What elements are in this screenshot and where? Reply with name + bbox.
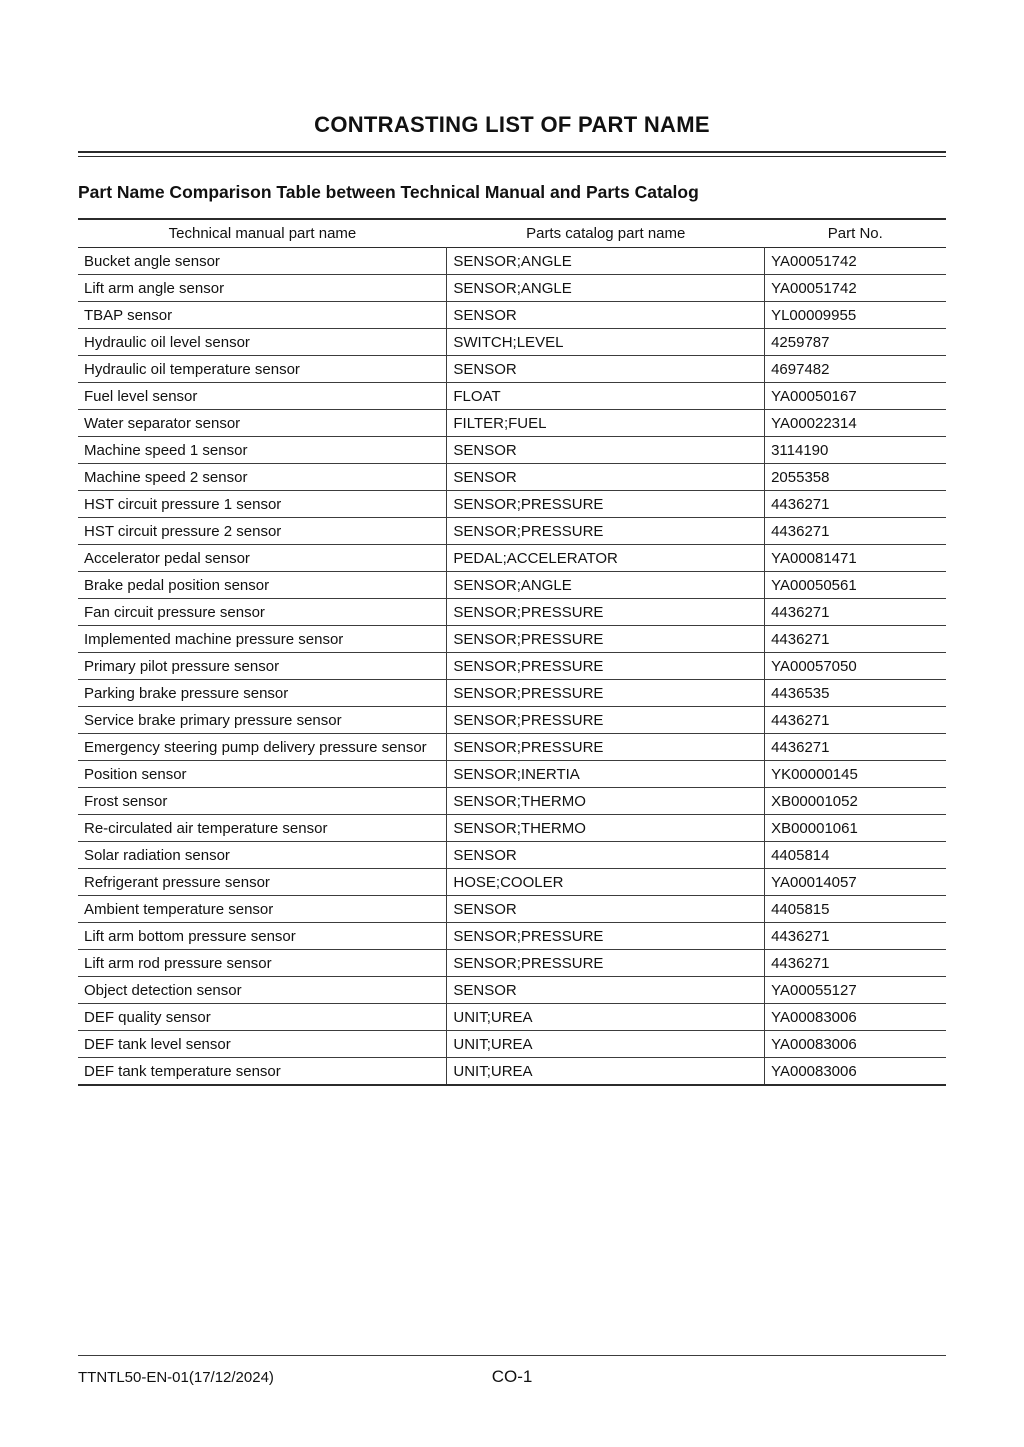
table-header xyxy=(78,219,946,248)
cell-parts-catalog-part-name: UNIT;UREA xyxy=(447,1031,765,1058)
cell-technical-manual-part-name: Refrigerant pressure sensor xyxy=(84,873,270,891)
cell-technical-manual-part-name: Machine speed 2 sensor xyxy=(84,468,248,486)
table-row xyxy=(78,1031,946,1058)
table-row xyxy=(78,680,946,707)
cell-part-no: 4436271 xyxy=(765,707,946,734)
cell-part-no: YA00083006 xyxy=(765,1031,946,1058)
cell-parts-catalog-part-name: SENSOR;PRESSURE xyxy=(447,680,765,707)
cell-parts-catalog-part-name: SENSOR;PRESSURE xyxy=(447,626,765,653)
cell-technical-manual-part-name: Lift arm rod pressure sensor xyxy=(84,954,272,972)
cell-part-no: 2055358 xyxy=(765,464,946,491)
cell-part-no: 4436271 xyxy=(765,491,946,518)
cell-technical-manual-part-name: Service brake primary pressure sensor xyxy=(84,711,342,729)
cell-technical-manual-part-name: Lift arm bottom pressure sensor xyxy=(84,927,296,945)
cell-part-no: XB00001061 xyxy=(765,815,946,842)
table-row xyxy=(78,356,946,383)
table-row xyxy=(78,275,946,302)
cell-part-no: YA00057050 xyxy=(765,653,946,680)
cell-technical-manual-part-name: DEF tank temperature sensor xyxy=(84,1062,281,1080)
cell-technical-manual-part-name: HST circuit pressure 2 sensor xyxy=(84,522,282,540)
cell-parts-catalog-part-name: SENSOR;PRESSURE xyxy=(447,491,765,518)
cell-technical-manual-part-name: Hydraulic oil temperature sensor xyxy=(84,360,300,378)
cell-technical-manual-part-name: Frost sensor xyxy=(84,792,168,810)
cell-parts-catalog-part-name: SENSOR;INERTIA xyxy=(447,761,765,788)
cell-parts-catalog-part-name: SENSOR;THERMO xyxy=(447,815,765,842)
table-row xyxy=(78,950,946,977)
table-row xyxy=(78,383,946,410)
page-content xyxy=(78,0,946,1086)
table-row xyxy=(78,545,946,572)
table-row xyxy=(78,1004,946,1031)
cell-technical-manual-part-name: Parking brake pressure sensor xyxy=(84,684,289,702)
cell-parts-catalog-part-name: PEDAL;ACCELERATOR xyxy=(447,545,765,572)
table-header-row xyxy=(78,219,946,248)
table-row xyxy=(78,248,946,275)
cell-parts-catalog-part-name: SWITCH;LEVEL xyxy=(447,329,765,356)
cell-part-no: 4697482 xyxy=(765,356,946,383)
cell-technical-manual-part-name: Lift arm angle sensor xyxy=(84,279,225,297)
cell-part-no: 4405815 xyxy=(765,896,946,923)
cell-part-no: 4436535 xyxy=(765,680,946,707)
table-row xyxy=(78,572,946,599)
cell-technical-manual-part-name: HST circuit pressure 1 sensor xyxy=(84,495,282,513)
cell-technical-manual-part-name: Implemented machine pressure sensor xyxy=(84,630,344,648)
cell-part-no: YA00050561 xyxy=(765,572,946,599)
cell-parts-catalog-part-name: SENSOR;PRESSURE xyxy=(447,950,765,977)
table-row xyxy=(78,1058,946,1086)
table-row xyxy=(78,788,946,815)
cell-technical-manual-part-name: DEF quality sensor xyxy=(84,1008,211,1026)
column-header-parts-catalog-part-name: Parts catalog part name xyxy=(526,225,686,242)
cell-technical-manual-part-name: Solar radiation sensor xyxy=(84,846,230,864)
cell-parts-catalog-part-name: SENSOR;PRESSURE xyxy=(447,599,765,626)
table-row xyxy=(78,491,946,518)
cell-technical-manual-part-name: Machine speed 1 sensor xyxy=(84,441,248,459)
cell-parts-catalog-part-name: SENSOR;PRESSURE xyxy=(447,734,765,761)
table-row xyxy=(78,302,946,329)
cell-parts-catalog-part-name: SENSOR;PRESSURE xyxy=(447,707,765,734)
cell-part-no: 4436271 xyxy=(765,599,946,626)
cell-part-no: YA00081471 xyxy=(765,545,946,572)
cell-technical-manual-part-name: TBAP sensor xyxy=(84,306,173,324)
table-row xyxy=(78,518,946,545)
cell-part-no: XB00001052 xyxy=(765,788,946,815)
cell-parts-catalog-part-name: SENSOR;ANGLE xyxy=(447,248,765,275)
table-row xyxy=(78,437,946,464)
table-row xyxy=(78,707,946,734)
cell-technical-manual-part-name: Bucket angle sensor xyxy=(84,252,220,270)
cell-parts-catalog-part-name: HOSE;COOLER xyxy=(447,869,765,896)
cell-parts-catalog-part-name: UNIT;UREA xyxy=(447,1004,765,1031)
table-row xyxy=(78,842,946,869)
cell-part-no: 4436271 xyxy=(765,518,946,545)
cell-technical-manual-part-name: Position sensor xyxy=(84,765,187,783)
cell-part-no: YA00083006 xyxy=(765,1058,946,1086)
cell-part-no: YA00055127 xyxy=(765,977,946,1004)
cell-parts-catalog-part-name: FILTER;FUEL xyxy=(447,410,765,437)
page-number: CO-1 xyxy=(491,1367,533,1386)
cell-part-no: YA00014057 xyxy=(765,869,946,896)
table-row xyxy=(78,329,946,356)
cell-parts-catalog-part-name: SENSOR xyxy=(447,977,765,1004)
cell-part-no: YA00051742 xyxy=(765,248,946,275)
cell-technical-manual-part-name: Re-circulated air temperature sensor xyxy=(84,819,328,837)
cell-parts-catalog-part-name: SENSOR xyxy=(447,464,765,491)
cell-part-no: 4259787 xyxy=(765,329,946,356)
cell-parts-catalog-part-name: SENSOR;PRESSURE xyxy=(447,518,765,545)
cell-part-no: YA00051742 xyxy=(765,275,946,302)
table-row xyxy=(78,599,946,626)
cell-technical-manual-part-name: Fuel level sensor xyxy=(84,387,198,405)
table-row xyxy=(78,977,946,1004)
table-row xyxy=(78,410,946,437)
cell-parts-catalog-part-name: SENSOR xyxy=(447,302,765,329)
cell-part-no: 4436271 xyxy=(765,734,946,761)
cell-part-no: YA00083006 xyxy=(765,1004,946,1031)
cell-parts-catalog-part-name: SENSOR;THERMO xyxy=(447,788,765,815)
page-footer xyxy=(78,1355,946,1386)
cell-technical-manual-part-name: Ambient temperature sensor xyxy=(84,900,274,918)
cell-parts-catalog-part-name: SENSOR;ANGLE xyxy=(447,275,765,302)
table-row xyxy=(78,626,946,653)
cell-part-no: YL00009955 xyxy=(765,302,946,329)
cell-part-no: YA00050167 xyxy=(765,383,946,410)
cell-part-no: 4436271 xyxy=(765,950,946,977)
cell-part-no: YA00022314 xyxy=(765,410,946,437)
parts-comparison-table xyxy=(78,218,946,1086)
cell-technical-manual-part-name: Primary pilot pressure sensor xyxy=(84,657,280,675)
table-row xyxy=(78,734,946,761)
column-header-part-no: Part No. xyxy=(827,225,883,242)
cell-parts-catalog-part-name: SENSOR xyxy=(447,356,765,383)
cell-parts-catalog-part-name: SENSOR;PRESSURE xyxy=(447,653,765,680)
cell-technical-manual-part-name: DEF tank level sensor xyxy=(84,1035,231,1053)
cell-part-no: 3114190 xyxy=(765,437,946,464)
table-row xyxy=(78,869,946,896)
table-row xyxy=(78,923,946,950)
cell-parts-catalog-part-name: SENSOR;ANGLE xyxy=(447,572,765,599)
table-body xyxy=(78,248,946,1086)
cell-technical-manual-part-name: Brake pedal position sensor xyxy=(84,576,270,594)
cell-part-no: 4405814 xyxy=(765,842,946,869)
table-row xyxy=(78,761,946,788)
cell-parts-catalog-part-name: SENSOR xyxy=(447,842,765,869)
page-title: CONTRASTING LIST OF PART NAME xyxy=(314,112,710,137)
title-divider xyxy=(78,151,946,157)
cell-technical-manual-part-name: Emergency steering pump delivery pressure sensor xyxy=(84,738,427,756)
cell-technical-manual-part-name: Accelerator pedal sensor xyxy=(84,549,250,567)
column-header-technical-manual-part-name: Technical manual part name xyxy=(168,225,357,242)
cell-part-no: YK00000145 xyxy=(765,761,946,788)
cell-part-no: 4436271 xyxy=(765,626,946,653)
cell-technical-manual-part-name: Hydraulic oil level sensor xyxy=(84,333,250,351)
document-number: TTNTL50-EN-01(17/12/2024) xyxy=(78,1369,274,1386)
section-heading: Part Name Comparison Table between Technical Manual and Parts Catalog xyxy=(78,182,699,202)
cell-technical-manual-part-name: Fan circuit pressure sensor xyxy=(84,603,265,621)
cell-technical-manual-part-name: Water separator sensor xyxy=(84,414,241,432)
table-row xyxy=(78,464,946,491)
table-row xyxy=(78,896,946,923)
cell-parts-catalog-part-name: FLOAT xyxy=(447,383,765,410)
cell-part-no: 4436271 xyxy=(765,923,946,950)
cell-technical-manual-part-name: Object detection sensor xyxy=(84,981,242,999)
cell-parts-catalog-part-name: SENSOR xyxy=(447,896,765,923)
cell-parts-catalog-part-name: UNIT;UREA xyxy=(447,1058,765,1086)
cell-parts-catalog-part-name: SENSOR;PRESSURE xyxy=(447,923,765,950)
table-row xyxy=(78,653,946,680)
table-row xyxy=(78,815,946,842)
cell-parts-catalog-part-name: SENSOR xyxy=(447,437,765,464)
